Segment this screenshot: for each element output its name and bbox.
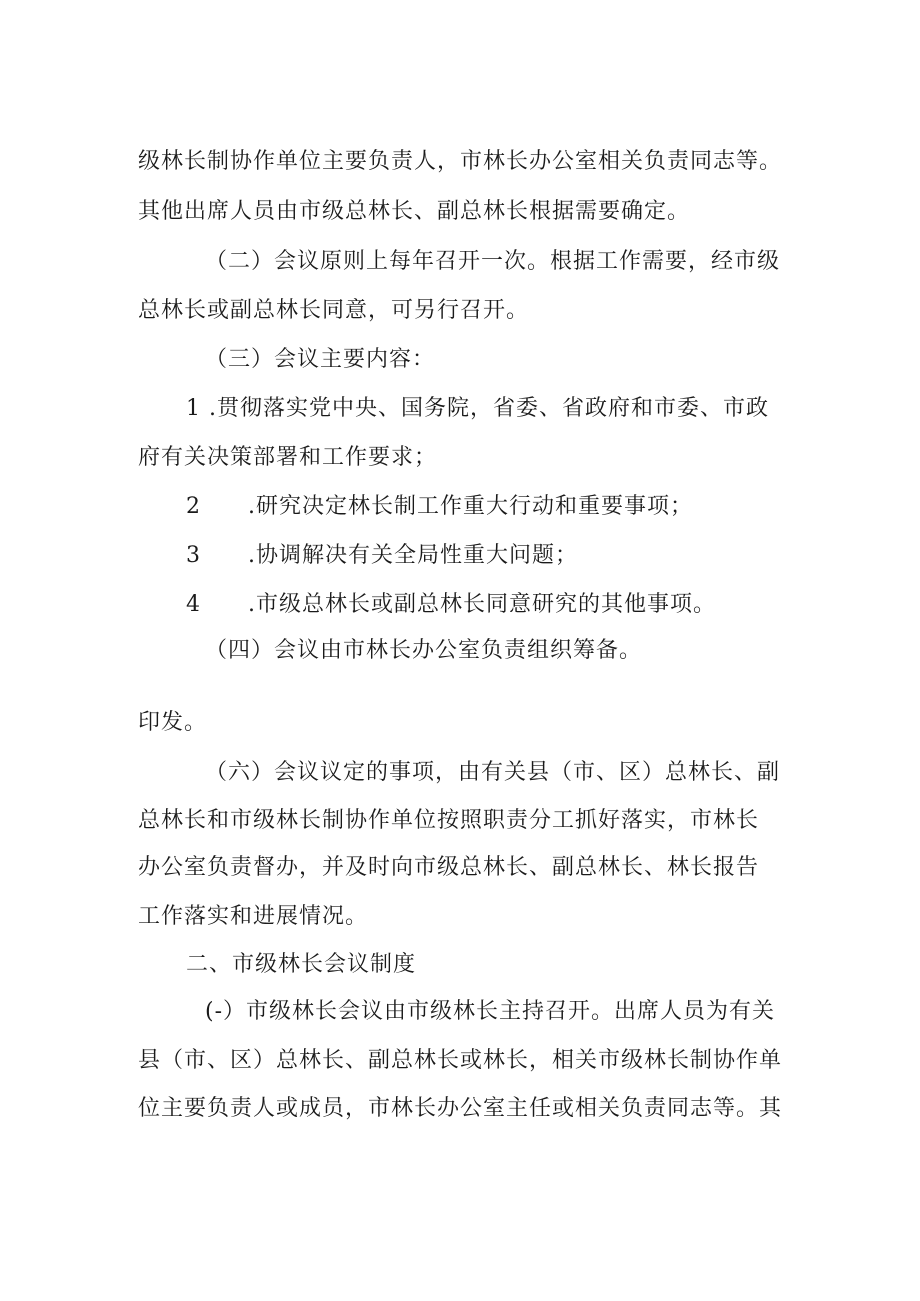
list-item (186, 541, 578, 571)
paragraph-line: 其他出席人员由市级总林长、副总林长根据需要确定。 (138, 199, 691, 224)
list-item (186, 492, 693, 522)
list-item-number: 3 (186, 543, 201, 568)
paragraph-line: (-）市级林长会议由市级林长主持召开。出席人员为有关 (205, 999, 776, 1024)
paragraph-line: 办公室负责督办，并及时向市级总林长、副总林长、林长报告 (138, 855, 760, 880)
paragraph-line: 县（市、区）总林长、副总林长或林长，相关市级林长制协作单 (138, 1048, 783, 1073)
section-heading: 二、市级林长会议制度 (186, 952, 417, 977)
paragraph-line: 工作落实和进展情况。 (138, 904, 369, 929)
list-item-number: 2 (186, 494, 201, 519)
paragraph-line: （六）会议议定的事项，由有关县（市、区）总林长、副 (205, 760, 781, 785)
section-paragraph: （四）会议由市林长办公室负责组织筹备。 (205, 638, 643, 663)
paragraph-line: 位主要负责人或成员，市林长办公室主任或相关负责同志等。其 (138, 1096, 783, 1121)
paragraph-line: 府有关决策部署和工作要求； (138, 445, 438, 470)
list-item-number: 4 (186, 592, 201, 617)
paragraph-line: 总林长或副总林长同意，可另行召开。 (138, 298, 530, 323)
list-item-text: .协调解决有关全局性重大问题； (248, 543, 578, 568)
paragraph-line: 总林长和市级林长制协作单位按照职责分工抓好落实，市林长 (138, 808, 760, 833)
section-heading: （三）会议主要内容： (205, 347, 436, 372)
paragraph-line: 级林长制协作单位主要负责人，市林长办公室相关负责同志等。 (138, 149, 783, 174)
list-item (186, 590, 716, 620)
list-item-text: .研究决定林长制工作重大行动和重要事项； (248, 494, 693, 519)
list-item: 1 .贯彻落实党中央、国务院，省委、省政府和市委、市政 (186, 396, 769, 421)
list-item-text: .市级总林长或副总林长同意研究的其他事项。 (248, 592, 716, 617)
paragraph-line: 印发。 (138, 710, 208, 735)
paragraph-line: （二）会议原则上每年召开一次。根据工作需要，经市级 (205, 249, 781, 274)
